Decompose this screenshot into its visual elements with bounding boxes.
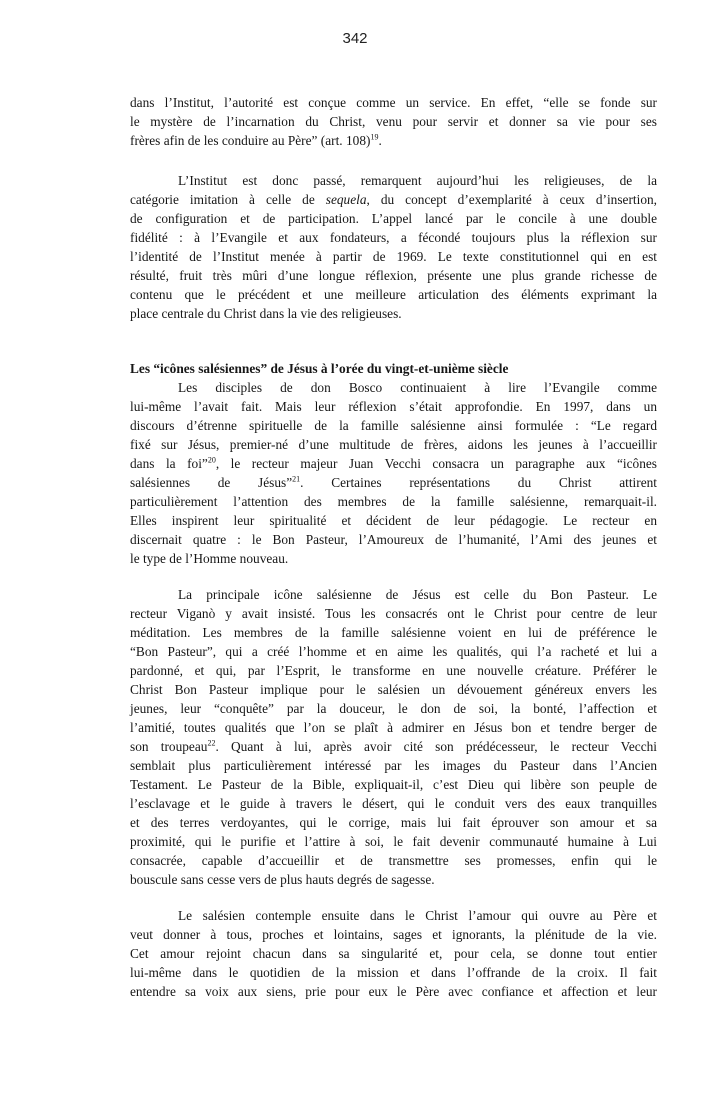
text-line: frères afin de les conduire au Père” (art. 108)$^{19}$. xyxy=(130,132,382,148)
text-line: discernait quatre : le Bon Pasteur, l’Amoureux de l’humanité, l’Ami des jeunes et xyxy=(130,532,657,547)
text-line: et des terres verdoyantes, qui le corrige, mais lui fait éprouver son amour et sa xyxy=(130,815,657,830)
text-line: de configuration et de participation. L’appel lancé par le concile à une double xyxy=(130,211,657,226)
text-line: discours d’étrenne spirituelle de la famille salésienne ainsi formulée : “Le regard xyxy=(130,418,657,433)
text-line: lui-même dans le quotidien de la mission et dans l’offrande de la croix. Il fait xyxy=(130,965,657,980)
footnote-ref: 21 xyxy=(292,474,301,484)
text-line: l’amitié, toutes qualités que l’on se plaît à admirer en Jésus bon et tendre berger de xyxy=(130,720,657,735)
text-line: Elles inspirent leur spiritualité et décident de leur pédagogie. Le recteur en xyxy=(130,513,657,528)
text-line: consacrée, capable d’accueillir et de transmettre ses promesses, enfin qui le xyxy=(130,853,657,868)
text-line: Les disciples de don Bosco continuaient à lire l’Evangile comme xyxy=(178,380,657,395)
heading-line: Les “icônes salésiennes” de Jésus à l’orée du vingt-et-unième siècle xyxy=(130,361,509,376)
text-line: L’Institut est donc passé, remarquent aujourd’hui les religieuses, de la xyxy=(178,173,657,188)
text-line: entendre sa voix aux siens, prie pour eux le Père avec confiance et affection et leur xyxy=(130,984,657,999)
text-line: l’esclavage et le guide à travers le désert, qui le conduit vers des eaux tranquilles xyxy=(130,796,657,811)
page-number: 342 xyxy=(342,30,368,47)
text-line: dans l’Institut, l’autorité est conçue comme un service. En effet, “elle se fonde sur xyxy=(130,95,657,110)
text-line: lui-même l’avait fait. Mais leur réflexion s’était approfondie. En 1997, dans un xyxy=(130,399,657,414)
text-line: contenu que le précédent et une meilleure articulation des éléments exprimant la xyxy=(130,287,657,302)
paragraph-authority xyxy=(130,93,657,150)
paragraph-bon-pasteur xyxy=(130,585,657,889)
text-line: place centrale du Christ dans la vie des religieuses. xyxy=(130,306,402,321)
section-heading xyxy=(130,359,657,378)
paragraph-amour xyxy=(130,906,657,1001)
text-line: Cet amour rejoint chacun dans sa singularité et, pour cela, se donne tout entier xyxy=(130,946,657,961)
text-line: bouscule sans cesse vers de plus hauts degrés de sagesse. xyxy=(130,872,435,887)
text-line: le type de l’Homme nouveau. xyxy=(130,551,289,566)
text-line: Le salésien contemple ensuite dans le Christ l’amour qui ouvre au Père et xyxy=(178,908,657,923)
text-line: fixé sur Jésus, premier-né d’une multitude de frères, aidons les jeunes à l’accueillir xyxy=(130,437,657,452)
text-line: Christ Bon Pasteur implique pour le salésien un dévouement généreux envers les xyxy=(130,682,657,697)
text-line: veut donner à tous, proches et lointains, sages et ignorants, la plénitude de la vie. xyxy=(130,927,657,942)
text-line: Testament. Le Pasteur de la Bible, expliquait-il, c’est Dieu qui libère son peuple de xyxy=(130,777,657,792)
text-line: pardonné, et qui, par l’Esprit, le transforme en une nouvelle créature. Préférer le xyxy=(130,663,657,678)
footnote-ref: 19 xyxy=(370,132,379,142)
text-line: La principale icône salésienne de Jésus est celle du Bon Pasteur. Le xyxy=(178,587,657,602)
italic-term: sequela xyxy=(325,192,367,207)
text-line: semblait plus particulièrement intéressé par les images du Pasteur dans l’Ancien xyxy=(130,758,657,773)
footnote-ref: 22 xyxy=(207,738,216,748)
text-line: catégorie imitation à celle de sequela, du concept d’exemplarité à ceux d’insertion, xyxy=(130,192,657,207)
text-line: résulté, fruit très mûri d’une longue réflexion, présente une plus grande richesse de xyxy=(130,268,657,283)
text-line: salésiennes de Jésus”$^{21}$. Certaines représentations du Christ attirent xyxy=(130,474,658,490)
footnote-ref: 20 xyxy=(207,455,216,465)
text-line: particulièrement l’attention des membres de la famille salésienne, remarquait-il. xyxy=(130,494,657,509)
text-line: fidélité : à l’Evangile et aux fondateurs, a fécondé toujours plus la réflexion sur xyxy=(130,230,657,245)
paragraph-icones xyxy=(130,378,657,568)
text-line: jeunes, leur “conquête” par la douceur, le don de soi, la bonté, l’affection et xyxy=(130,701,657,716)
paragraph-institut xyxy=(130,171,657,323)
text-line: proximité, qui le purifie et l’attire à soi, le fait devenir communauté humaine à Lui xyxy=(130,834,657,849)
text-line: le mystère de l’incarnation du Christ, venu pour servir et donner sa vie pour ses xyxy=(130,114,657,129)
text-line: l’identité de l’Institut menée à partir de 1969. Le texte constitutionnel qui en est xyxy=(130,249,657,264)
text-line: méditation. Les membres de la famille salésienne voient en lui de préférence le xyxy=(130,625,657,640)
text-line: “Bon Pasteur”, qui a créé l’homme et en aime les qualités, qui l’a racheté et lui a xyxy=(130,644,657,659)
text-line: son troupeau$^{22}$. Quant à lui, après avoir cité son prédécesseur, le recteur Vecchi xyxy=(130,738,657,754)
text-line: dans la foi”$^{20}$, le recteur majeur Juan Vecchi consacra un paragraphe aux “icônes xyxy=(130,455,657,471)
text-line: recteur Viganò y avait insisté. Tous les consacrés ont le Christ pour centre de leur xyxy=(130,606,657,621)
